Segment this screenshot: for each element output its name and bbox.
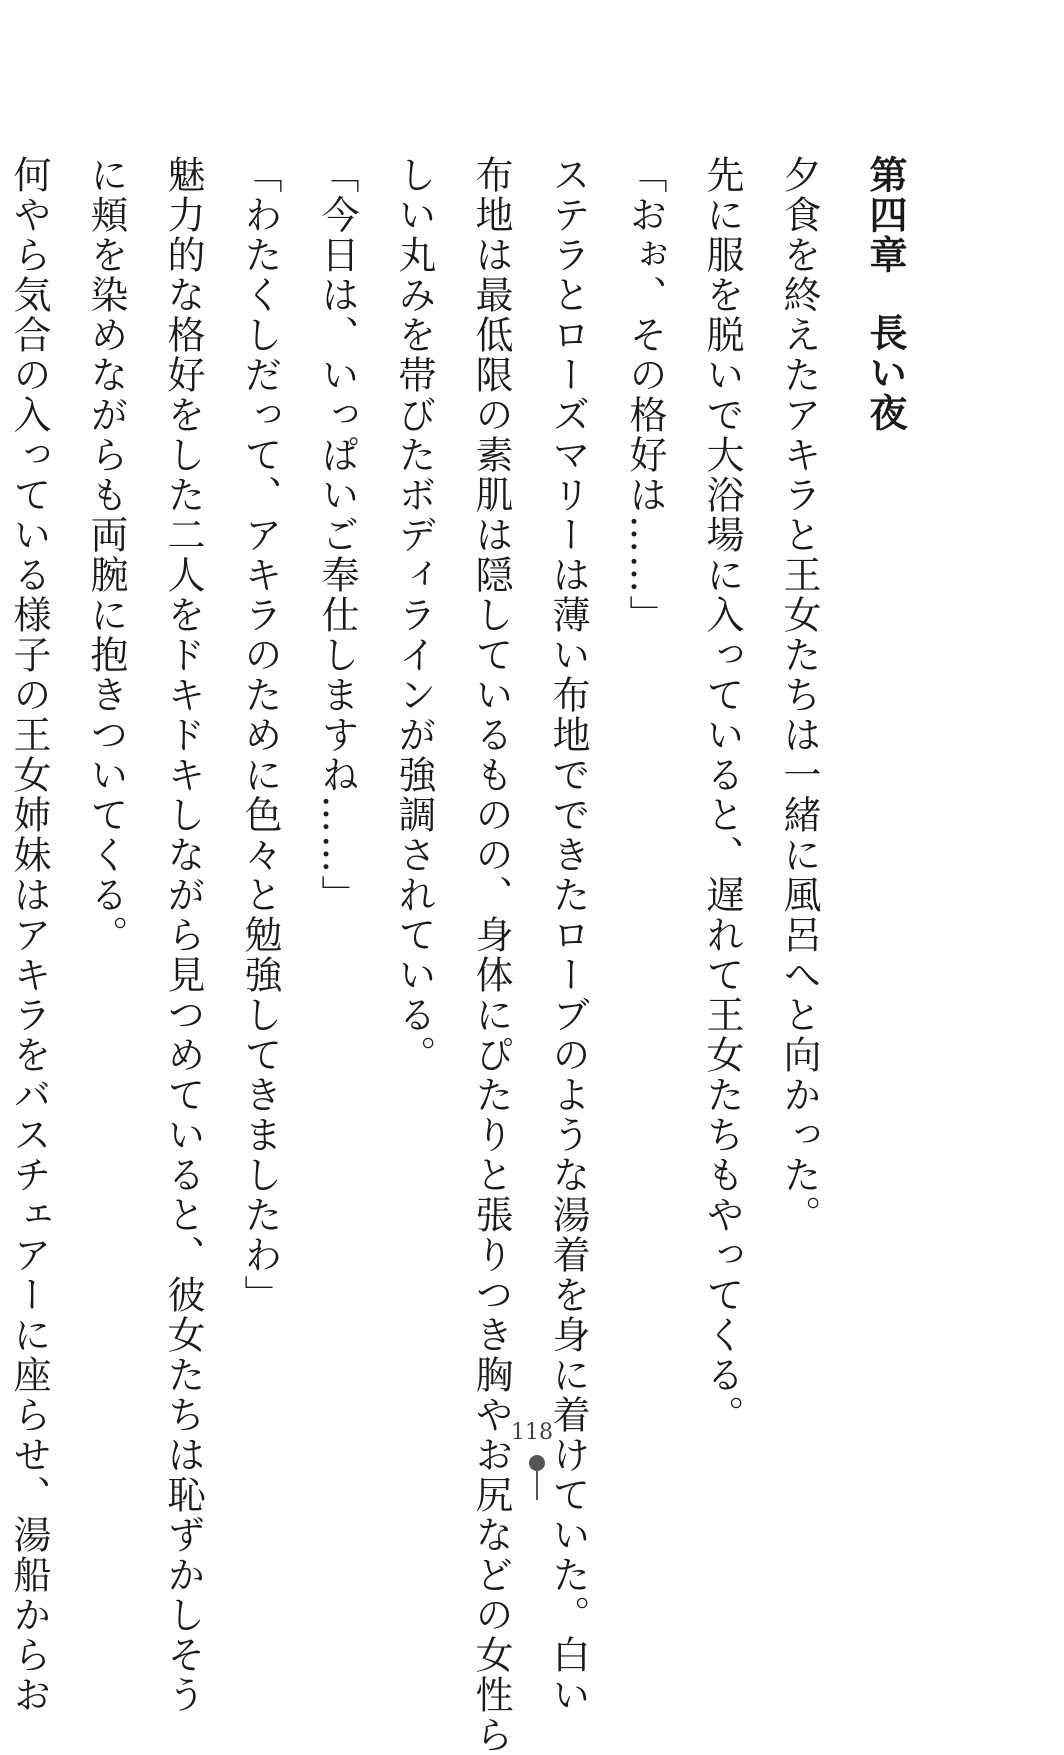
page-marker-icon	[529, 1455, 545, 1500]
text-line-8: 「わたくしだって、アキラのために色々と勉強してきましたわ」	[238, 155, 282, 1315]
text-line-10: に頬を染めながらも両腕に抱きついてくる。	[84, 155, 128, 955]
text-line-9: 魅力的な格好をした二人をドキドキしながら見つめていると、彼女たちは恥ずかしそう	[161, 155, 205, 1715]
chapter-number: 第四章	[863, 155, 908, 275]
chapter-title: 長い夜	[863, 313, 908, 433]
text-line-11: 何やら気合の入っている様子の王女姉妹はアキラをバスチェアーに座らせ、湯船からお	[7, 155, 51, 1715]
text-line-2: 先に服を脱いで大浴場に入っていると、遅れて王女たちもやってくる。	[700, 155, 744, 1435]
text-line-4: ステラとローズマリーは薄い布地でできたローブのような湯着を身に着けていた。白い	[546, 155, 590, 1715]
marker-stem	[536, 1469, 538, 1500]
text-line-5: 布地は最低限の素肌は隠しているものの、身体にぴたりと張りつき胸やお尻などの女性ら	[469, 155, 513, 1755]
chapter-heading	[847, 155, 924, 1395]
page-number: 118	[511, 1420, 553, 1445]
text-line-7: 「今日は、いっぱいご奉仕しますね……」	[315, 155, 359, 915]
text-line-3: 「おぉ、その格好は……」	[623, 155, 667, 635]
text-line-1: 夕食を終えたアキラと王女たちは一緒に風呂へと向かった。	[777, 155, 821, 1235]
text-line-6: しい丸みを帯びたボディラインが強調されている。	[392, 155, 436, 1075]
